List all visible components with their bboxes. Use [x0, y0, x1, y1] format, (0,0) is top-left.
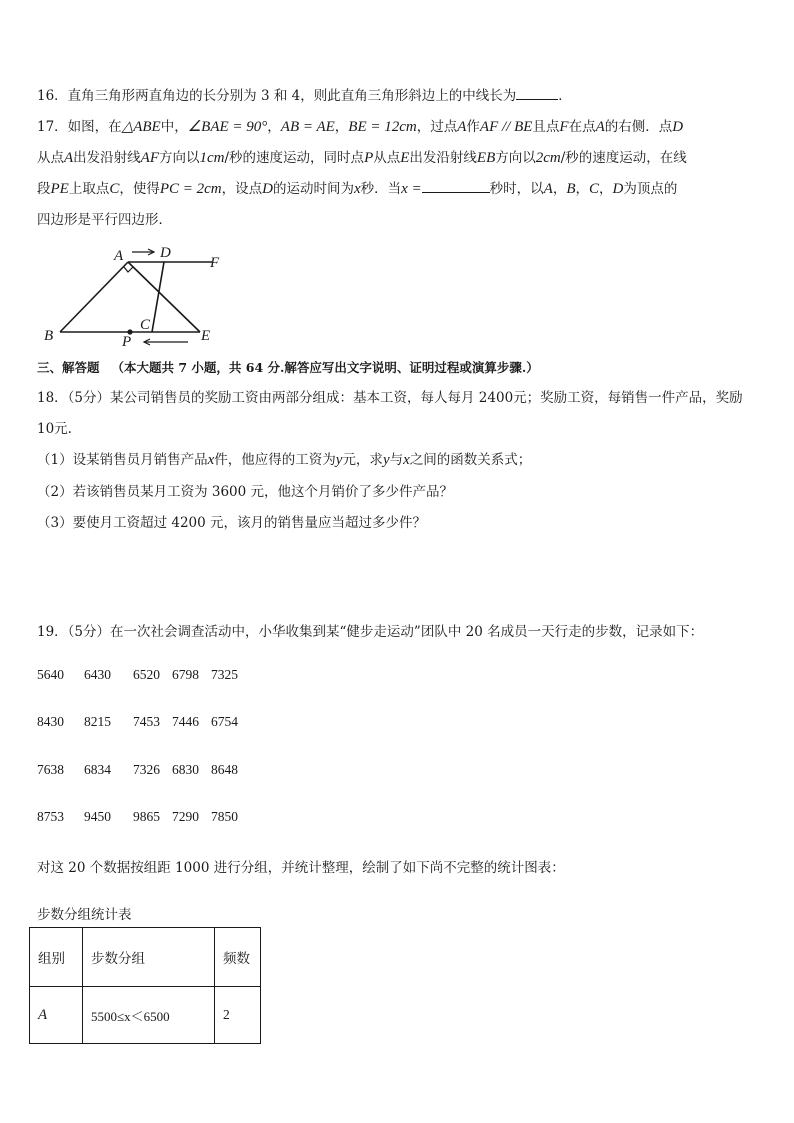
data-value: 6430: [84, 667, 111, 682]
group-cell: [30, 987, 83, 1044]
q17-math: B: [566, 181, 576, 197]
q17-math: x =: [401, 181, 422, 197]
q16-text: 16．直角三角形两直角边的长分别为 3 和 4，则此直角三角形斜边上的中线长为: [37, 88, 517, 104]
freq-value: 2: [223, 1007, 230, 1022]
q19-text: 19．（5分）在一次社会调查活动中，小华收集到某“健步走运动”团队中 20 名成员一天行走的步数，记录如下：: [37, 624, 704, 640]
data-value: 5640: [37, 667, 64, 682]
table-title: 步数分组统计表: [37, 907, 132, 923]
data-value: 8648: [211, 762, 238, 777]
q17-text: 在点: [568, 119, 596, 135]
q17-math: A: [543, 181, 553, 197]
data-value: 8753: [37, 809, 64, 824]
q17-math: P: [364, 150, 374, 166]
q17-math: △ABE: [121, 119, 161, 135]
q17-math: PC = 2cm: [159, 181, 222, 197]
q17-math: C: [109, 181, 120, 197]
q18-part-3: [37, 511, 426, 531]
q17-text: ，过点: [416, 119, 458, 135]
q18-part-2: [37, 480, 453, 500]
q17-math: AF // BE: [479, 119, 533, 135]
q17-math: AF: [140, 150, 159, 166]
q17-math: 1cm: [199, 150, 225, 166]
table-header-row: [30, 928, 261, 987]
q17-text: 方向以: [495, 150, 536, 166]
q17-text: 秒．当: [360, 181, 402, 197]
q17-text: 段: [37, 181, 51, 197]
q17-math: A: [595, 119, 605, 135]
q17-line-3: [37, 177, 677, 198]
q17-text: ，: [267, 119, 281, 135]
q17-line-2: [37, 146, 687, 167]
q17-text: 出发沿射线: [73, 150, 141, 166]
label-c: C: [140, 317, 151, 333]
right-angle-mark: [124, 267, 133, 272]
q16-end: ．: [558, 88, 572, 104]
data-value: 7446: [172, 714, 199, 729]
q17-math: F: [559, 119, 569, 135]
group-label: A: [38, 1006, 48, 1023]
data-value: 9450: [84, 809, 111, 824]
q17-math: D: [262, 181, 273, 197]
q17-text: 作: [466, 119, 480, 135]
q19-table-title: [37, 903, 132, 923]
q17-text: 的运动时间为: [272, 181, 354, 197]
q17-math: A: [457, 119, 467, 135]
label-e: E: [201, 328, 211, 344]
data-value: 7290: [172, 809, 199, 824]
q17-text: 上取点: [68, 181, 110, 197]
q17-line-1: [37, 115, 683, 136]
q17-math: A: [64, 150, 74, 166]
q18-text: （2）若该销售员某月工资为 3600 元，他这个月销价了多少件产品？: [37, 484, 454, 500]
range-cell: [83, 987, 215, 1044]
q16-answer-blank[interactable]: [516, 87, 558, 100]
q19-line-2: [37, 856, 565, 876]
segment-ae: [128, 262, 200, 332]
data-value: 6830: [172, 762, 199, 777]
header-cell: 频数: [215, 928, 261, 987]
q18-math: y: [335, 452, 343, 468]
q17-text: 从点: [373, 150, 401, 166]
q19-line-1: [37, 620, 703, 640]
data-value: 7453: [133, 714, 160, 729]
data-value: 9865: [133, 809, 160, 824]
section-3-note: （本大题共 7 小题，共 64 分.解答应写出文字说明、证明过程或演算步骤.）: [111, 360, 539, 375]
q17-text: /秒的速度运动，同时点: [224, 150, 365, 166]
q17-text: 秒时，以: [489, 181, 544, 197]
q17-math: BE = 12cm: [348, 119, 417, 135]
data-value: 6520: [133, 667, 160, 682]
q17-math: EB: [476, 150, 496, 166]
table-row: [30, 987, 261, 1044]
q17-text: ，: [552, 181, 567, 197]
section-3-title: 三、解答题: [37, 360, 100, 375]
q17-text: ，: [575, 181, 590, 197]
data-value: 7326: [133, 762, 160, 777]
data-value: 8215: [84, 714, 111, 729]
step-frequency-table: [29, 927, 261, 1044]
q18-line-2: [37, 417, 72, 437]
q18-text: 元，求: [342, 452, 383, 468]
q18-text: 10元.: [37, 421, 72, 437]
data-value: 7638: [37, 762, 64, 777]
q17-text: 中，: [160, 119, 188, 135]
label-a: A: [114, 248, 124, 264]
q17-math: 2cm: [535, 150, 561, 166]
freq-cell: [215, 987, 261, 1044]
data-value: 7325: [211, 667, 238, 682]
q17-math: C: [589, 181, 600, 197]
q18-math: x: [207, 452, 215, 468]
label-p: P: [122, 334, 132, 346]
q17-answer-blank[interactable]: [422, 180, 490, 193]
q17-math: E: [400, 150, 410, 166]
range-label: 5500≤x＜6500: [91, 1008, 170, 1024]
q18-text: 18．（5分）某公司销售员的奖励工资由两部分组成：基本工资，每人每月 2400元；奖励工资，每销售一件产品，奖励: [37, 390, 743, 406]
q19-text: 对这 20 个数据按组距 1000 进行分组，并统计整理，绘制了如下尚不完整的统计图表：: [37, 860, 565, 876]
q18-math: x: [403, 452, 410, 468]
label-b: B: [44, 328, 54, 344]
q18-part-1: [37, 448, 531, 469]
q17-text: ，设点: [221, 181, 263, 197]
q16-line: [37, 84, 572, 104]
q17-text: ，: [599, 181, 613, 197]
q17-text: ，使得: [119, 181, 160, 197]
q17-text: 从点: [37, 150, 64, 166]
q18-line-1: [37, 386, 743, 406]
q17-text: 四边形是平行四边形．: [37, 212, 172, 228]
q17-text: /秒的速度运动，在线: [560, 150, 687, 166]
q18-text: （1）设某销售员月销售产品: [37, 452, 208, 468]
label-d: D: [160, 245, 171, 261]
q17-math: PE: [50, 181, 69, 197]
q17-text: 方向以: [159, 150, 200, 166]
data-value: 7850: [211, 809, 238, 824]
q17-text: ，: [334, 119, 349, 135]
header-cell: 组别: [30, 928, 83, 987]
q18-text: （3）要使月工资超过 4200 元，该月的销售量应当超过多少件？: [37, 515, 427, 531]
q17-text: 的右侧．点: [604, 119, 673, 135]
q17-text: 为顶点的: [623, 181, 678, 197]
q17-math: D: [612, 181, 624, 197]
header-cell: 步数分组: [83, 928, 215, 987]
q18-math: y: [382, 452, 390, 468]
section-3-header: [37, 358, 539, 376]
label-f: F: [210, 255, 220, 271]
q18-text: 件，他应得的工资为: [214, 452, 336, 468]
q17-math: AB = AE: [280, 119, 335, 135]
segment-ab: [60, 262, 128, 332]
data-value: 8430: [37, 714, 64, 729]
q17-text: 且点: [532, 119, 560, 135]
q17-math: D: [672, 119, 684, 135]
data-value: 6798: [172, 667, 199, 682]
q17-line-4: [37, 208, 172, 228]
q17-text: 17．如图，在: [37, 119, 122, 135]
q17-math: ∠BAE = 90°: [187, 119, 268, 135]
q17-text: 出发沿射线: [409, 150, 477, 166]
q18-text: 之间的函数关系式；: [409, 452, 532, 468]
data-value: 6754: [211, 714, 238, 729]
q18-text: 与: [389, 452, 404, 468]
q17-figure: [40, 240, 240, 346]
data-value: 6834: [84, 762, 111, 777]
segment-dc: [152, 262, 164, 332]
q17-math: x: [353, 181, 361, 197]
